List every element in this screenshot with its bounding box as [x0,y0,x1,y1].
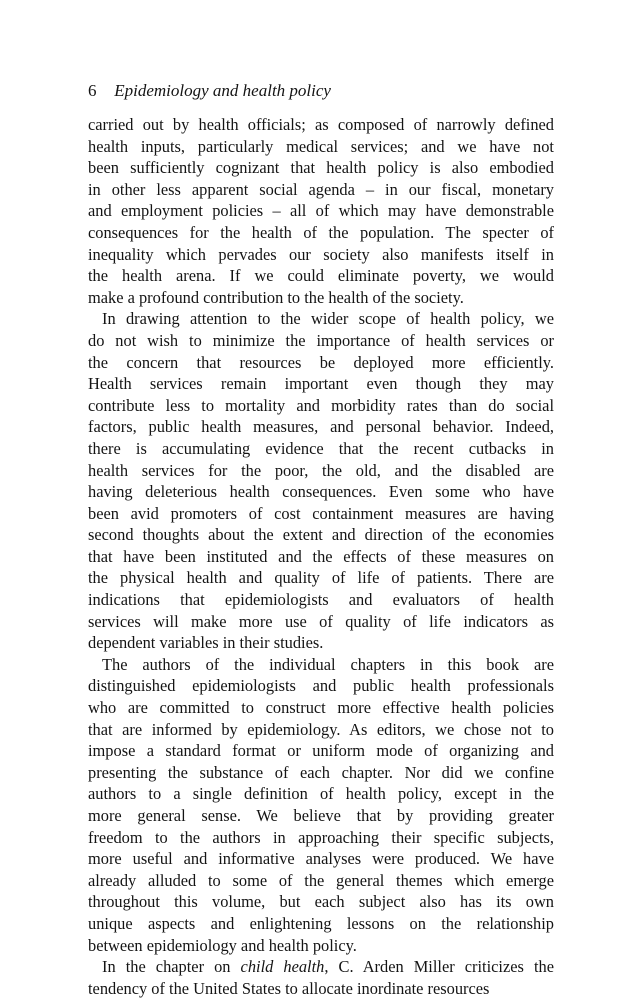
text-line: freedom to the authors in approaching their specific subjects, [88,827,554,847]
text-line: inequality which pervades our society also manifests itself in [88,244,554,264]
text-line: that are informed by epidemiology. As editors, we chose not to [88,719,554,739]
text-line: health inputs, particularly medical services; and we have not [88,136,554,156]
text-line: second thoughts about the extent and direction of the economies [88,525,554,545]
text-line [88,956,554,978]
running-head [88,80,554,102]
text-line: there is accumulating evidence that the recent cutbacks in [88,438,554,458]
paragraph [88,114,554,308]
text-line: been avid promoters of cost containment measures are having [88,503,554,523]
text-line: been sufficiently cognizant that health policy is also embodied [88,158,554,178]
text-run: , C. Arden Miller criticizes the [324,957,554,977]
text-run: In the chapter on [102,957,241,977]
text-line: who are committed to construct more effective health policies [88,698,554,718]
text-line: between epidemiology and health policy. [88,935,357,955]
text-line: Health services remain important even though they may [88,374,554,394]
book-page [88,80,554,999]
text-line: the physical health and quality of life of patients. There are [88,568,554,588]
text-line: The authors of the individual chapters in this book are [102,654,554,674]
text-line: unique aspects and enlightening lessons on the relationship [88,913,554,933]
text-line: carried out by health officials; as composed of narrowly defined [88,115,554,134]
text-line: in other less apparent social agenda – in our fiscal, monetary [88,179,554,199]
text-line: In drawing attention to the wider scope of health policy, we [102,309,554,329]
paragraph [88,308,554,654]
text-line: and employment policies – all of which may have demonstrable [88,201,554,221]
text-line: factors, public health measures, and personal behavior. Indeed, [88,417,554,437]
text-line: services will make more use of quality of life indicators as [88,611,554,631]
text-line: impose a standard format or uniform mode of organizing and [88,741,554,761]
text-line: contribute less to mortality and morbidity rates than do social [88,395,554,415]
paragraph [88,654,554,956]
text-line: the concern that resources be deployed more efficiently. [88,352,554,372]
text-line: do not wish to minimize the importance of health services or [88,330,554,350]
italic-phrase: child health [240,957,325,977]
text-line: that have been instituted and the effects of these measures on [88,546,554,566]
running-head-title: Epidemiology and health policy [114,81,331,100]
text-line: having deleterious health consequences. Even some who have [88,482,554,502]
text-line: authors to a single definition of health policy, except in the [88,784,554,804]
text-line: distinguished epidemiologists and public health professionals [88,676,554,696]
body-text [88,114,554,999]
text-line: dependent variables in their studies. [88,633,324,653]
text-line: more general sense. We believe that by providing greater [88,806,554,825]
text-line: health services for the poor, the old, and the disabled are [88,460,554,480]
text-line: throughout this volume, but each subject also has its own [88,892,554,912]
text-line: more useful and informative analyses were produced. We have [88,849,554,869]
text-line: tendency of the United States to allocate inordinate resources [88,978,490,998]
page-number: 6 [88,81,97,100]
text-line: presenting the substance of each chapter. Nor did we confine [88,762,554,782]
text-line: make a profound contribution to the health of the society. [88,287,464,307]
paragraph [88,956,554,999]
text-line: indications that epidemiologists and evaluators of health [88,590,554,610]
text-line: already alluded to some of the general themes which emerge [88,870,554,890]
text-line: consequences for the health of the population. The specter of [88,222,554,242]
text-line: the health arena. If we could eliminate poverty, we would [88,266,554,286]
